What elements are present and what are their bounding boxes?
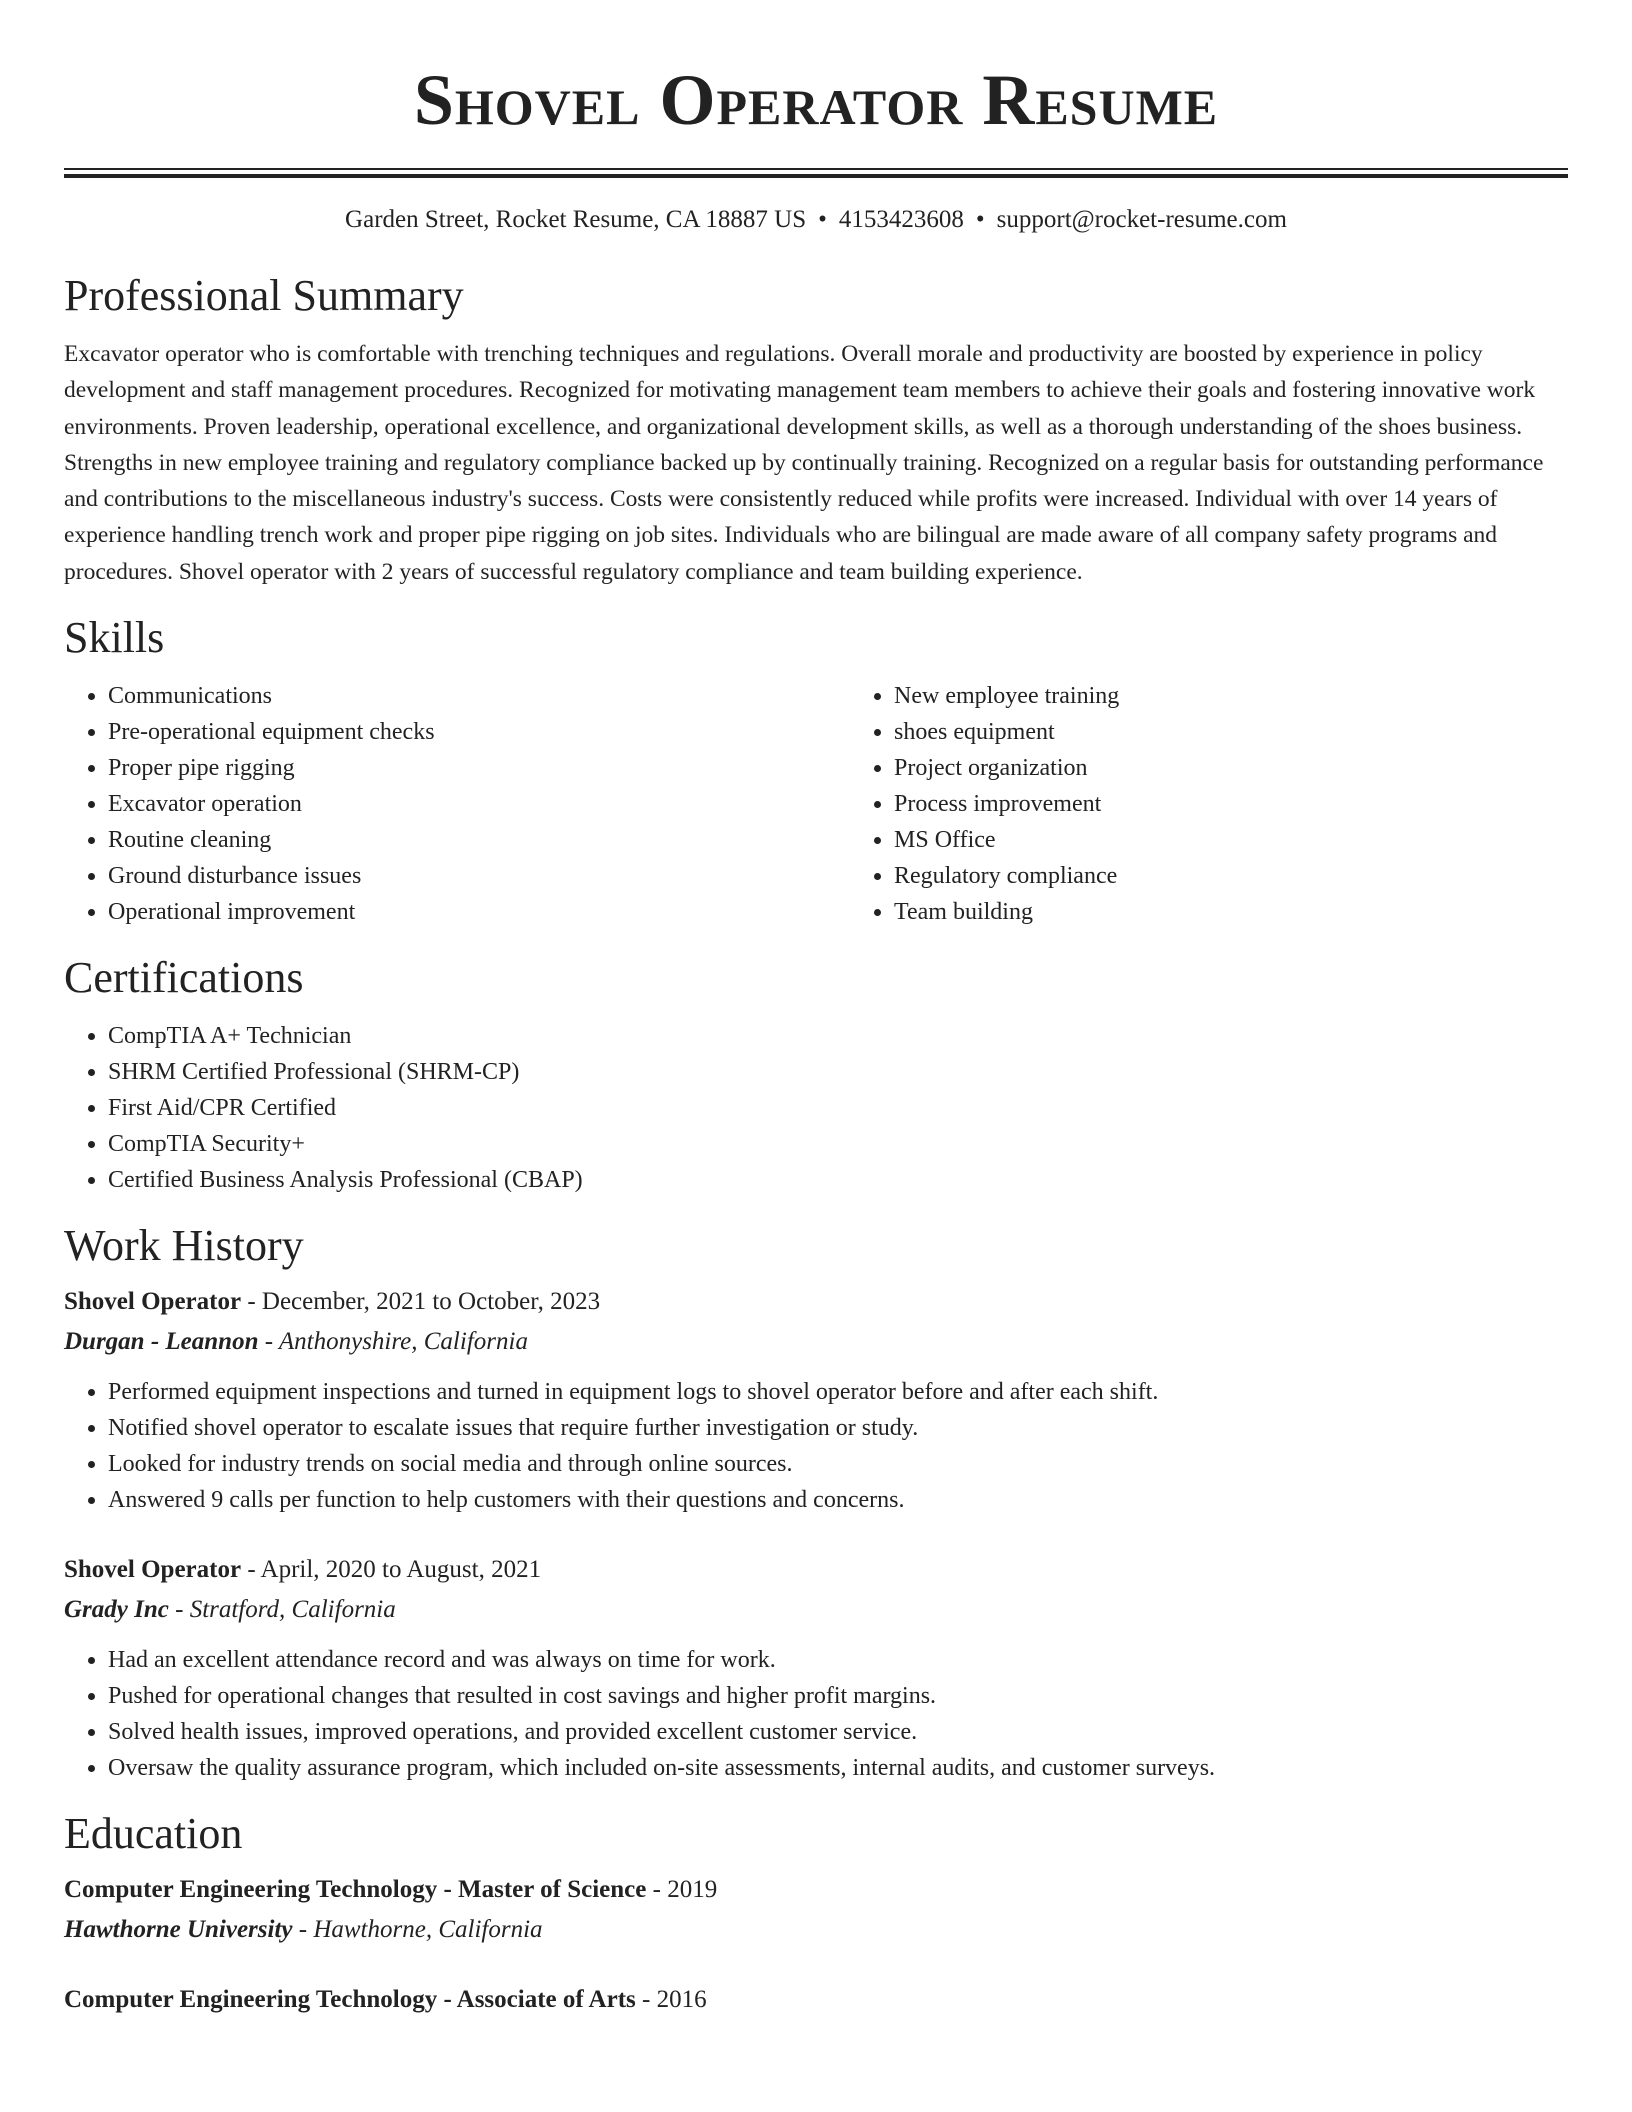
contact-address: Garden Street, Rocket Resume, CA 18887 US: [345, 206, 807, 233]
skill-item: • Proper pipe rigging: [108, 750, 850, 786]
skill-item: • Regulatory compliance: [894, 858, 1632, 894]
education-degree-line: Computer Engineering Technology - Master of Science - 2019: [64, 1876, 718, 1904]
contact-email: support@rocket-resume.com: [996, 206, 1287, 233]
contact-separator: •: [975, 206, 985, 233]
skills-list-right: [850, 678, 1632, 930]
contact-separator: •: [818, 206, 827, 233]
education-degree: Computer Engineering Technology - Associate of Arts: [64, 1986, 636, 2014]
education-school-line: Hawthorne University - Hawthorne, California: [64, 1916, 543, 1944]
skills-columns: [64, 678, 1568, 930]
skill-item: • Pre-operational equipment checks: [108, 714, 850, 750]
job-bullet: • Oversaw the quality assurance program, which included on-site assessments, internal audits, and customer surveys.: [108, 1750, 1568, 1786]
job-role: Shovel Operator: [64, 1556, 242, 1584]
education-entry: [64, 1980, 1568, 2020]
job-bullets: [64, 1642, 1568, 1786]
job-dates: December, 2021 to October, 2023: [261, 1288, 601, 1316]
job-bullet: • Looked for industry trends on social media and through online sources.: [108, 1446, 1568, 1482]
summary-heading: Professional Summary: [64, 271, 464, 320]
job-bullet: • Pushed for operational changes that resulted in cost savings and higher profit margins.: [108, 1678, 1568, 1714]
skill-item: • Excavator operation: [108, 786, 850, 822]
certifications-heading: Certifications: [64, 953, 304, 1003]
job-location: Anthonyshire, California: [278, 1328, 528, 1356]
job-location: Stratford, California: [189, 1596, 396, 1624]
contact-phone: 4153423608: [838, 206, 964, 233]
page-title: Shovel Operator Resume: [413, 60, 1219, 140]
skill-item: • shoes equipment: [894, 714, 1632, 750]
summary-text: Excavator operator who is comfortable with trenching techniques and regulations. Overall morale and productivity are boosted by experience in policy development and staff management procedures. Recognized for motivating management team members to achieve their goals and fostering innovative work environments. Proven leadership, operational excellence, and organizational development skills, as well as a thorough understanding of the shoes business. Strengths in new employee training and regulatory compliance backed up by continually training. Recognized on a regular basis for outstanding performance and contributions to the miscellaneous industry's success. Costs were consistently reduced while profits were increased. Individual with over 14 years of experience handling trench work and proper pipe rigging on job sites. Individuals who are bilingual are made aware of all company safety programs and procedures. Shovel operator with 2 years of successful regulatory compliance and team building experience.: [64, 341, 1544, 585]
job-bullet: • Answered 9 calls per function to help customers with their questions and concerns.: [108, 1482, 1568, 1518]
job-company: Durgan - Leannon: [64, 1328, 259, 1356]
skill-item: • Operational improvement: [108, 894, 850, 930]
skill-item: • MS Office: [894, 822, 1632, 858]
education-location: Hawthorne, California: [313, 1916, 543, 1944]
education-heading: Education: [64, 1809, 243, 1859]
certifications-list: [64, 1018, 1568, 1198]
education-year: 2016: [656, 1986, 707, 2014]
certification-item: • First Aid/CPR Certified: [108, 1090, 1568, 1126]
skill-item: • Communications: [108, 678, 850, 714]
skill-item: • Process improvement: [894, 786, 1632, 822]
job-bullets: [64, 1374, 1568, 1518]
job-dates: April, 2020 to August, 2021: [260, 1556, 542, 1584]
job-title-line: Shovel Operator - April, 2020 to August, 2021: [64, 1556, 542, 1584]
job-bullet: • Solved health issues, improved operations, and provided excellent customer service.: [108, 1714, 1568, 1750]
skill-item: • New employee training: [894, 678, 1632, 714]
skill-item: • Team building: [894, 894, 1632, 930]
job-title-line: Shovel Operator - December, 2021 to October, 2023: [64, 1288, 601, 1316]
job-bullet: • Performed equipment inspections and turned in equipment logs to shovel operator before and after each shift.: [108, 1374, 1568, 1410]
skills-list-left: [64, 678, 850, 930]
certification-item: • CompTIA Security+: [108, 1126, 1568, 1162]
certification-item: • CompTIA A+ Technician: [108, 1018, 1568, 1054]
job-company-line: Durgan - Leannon - Anthonyshire, California: [64, 1328, 528, 1356]
skill-item: • Project organization: [894, 750, 1632, 786]
skills-heading: Skills: [64, 613, 165, 663]
title-double-rule: [64, 168, 1568, 178]
job-entry: [64, 1550, 1568, 1786]
job-company: Grady Inc: [64, 1596, 169, 1624]
education-school: Hawthorne University: [64, 1916, 293, 1944]
education-entry: [64, 1870, 1568, 1950]
education-degree: Computer Engineering Technology - Master of Science: [64, 1876, 647, 1904]
job-entry: [64, 1282, 1568, 1518]
skill-item: • Ground disturbance issues: [108, 858, 850, 894]
skill-item: • Routine cleaning: [108, 822, 850, 858]
certification-item: • Certified Business Analysis Professional (CBAP): [108, 1162, 1568, 1198]
job-bullet: • Notified shovel operator to escalate issues that require further investigation or study.: [108, 1410, 1568, 1446]
job-role: Shovel Operator: [64, 1288, 242, 1316]
job-bullet: • Had an excellent attendance record and was always on time for work.: [108, 1642, 1568, 1678]
work-history-heading: Work History: [64, 1221, 304, 1271]
education-year: 2019: [667, 1876, 718, 1904]
certification-item: • SHRM Certified Professional (SHRM-CP): [108, 1054, 1568, 1090]
education-degree-line: Computer Engineering Technology - Associate of Arts - 2016: [64, 1986, 707, 2014]
job-company-line: Grady Inc - Stratford, California: [64, 1596, 396, 1624]
contact-line: [64, 204, 1568, 236]
